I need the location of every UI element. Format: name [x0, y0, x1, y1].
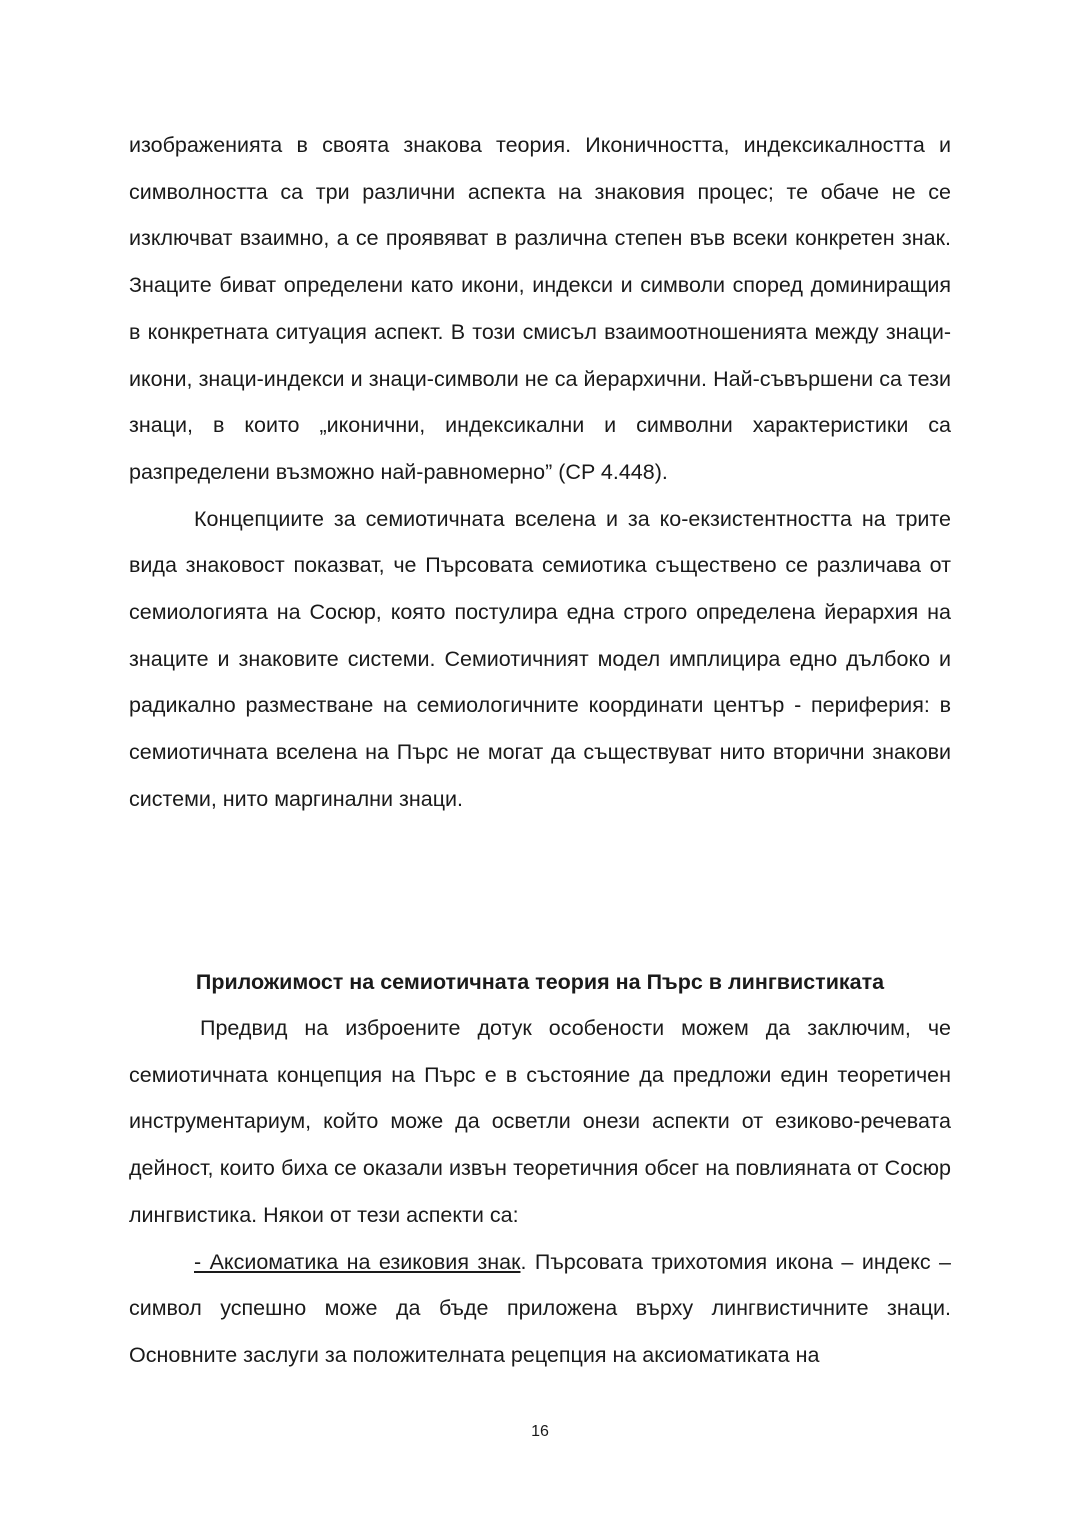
body-text-upper: [129, 122, 951, 823]
axiomatics-term: - Аксиоматика на езиковия знак: [194, 1249, 521, 1274]
body-text-lower: [129, 1005, 951, 1379]
page-number: 16: [531, 1423, 549, 1440]
axiomatics-text: . Пърсовата трихотомия икона – индекс – символ успешно може да бъде приложена върху лингвистичните знаци. Основните заслуги за положителната рецепция на аксиоматиката на: [129, 1249, 951, 1367]
section-heading: Приложимост на семиотичната теория на Пърс в лингвистиката: [195, 970, 885, 994]
paragraph-continuation: изображенията в своята знакова теория. Иконичността, индексикалността и символността са три различни аспекта на знаковия процес; те обаче не се изключват взаимно, а се проявяват в различна степен във всеки конкретен знак. Знаците биват определени като икони, индекси и символи според доминиращия в конкретната ситуация аспект. В този смисъл взаимоотношенията между знаци-икони, знаци-индекси и знаци-символи не са йерархични. Най-съвършени са тези знаци, в които „иконични, индексикални и символни характеристики са разпределени възможно най-равномерно” (CP 4.448).: [129, 133, 951, 484]
paragraph-semiotic-universe: Концепциите за семиотичната вселена и за ко-екзистентността на трите вида знаковост показват, че Пърсовата семиотика съществено се различава от семиологията на Сосюр, която постулира една строго определена йерархия на знаците и знаковите системи. Семиотичният модел имплицира едно дълбоко и радикално разместване на семиологичните координати център - периферия: в семиотичната вселена на Пърс не могат да съществуват нито вторични знакови системи, нито маргинални знаци.: [129, 506, 951, 811]
paragraph-applicability: Предвид на изброените дотук особености можем да заключим, че семиотичната концепция на Пърс е в състояние да предложи един теоретичен инструментариум, който може да осветли онези аспекти от езиково-речевата дейност, които биха се оказали извън теоретичния обсег на повлияната от Сосюр лингвистика. Някои от тези аспекти са:: [129, 1016, 951, 1227]
paragraph-axiomatics: [129, 1239, 951, 1379]
